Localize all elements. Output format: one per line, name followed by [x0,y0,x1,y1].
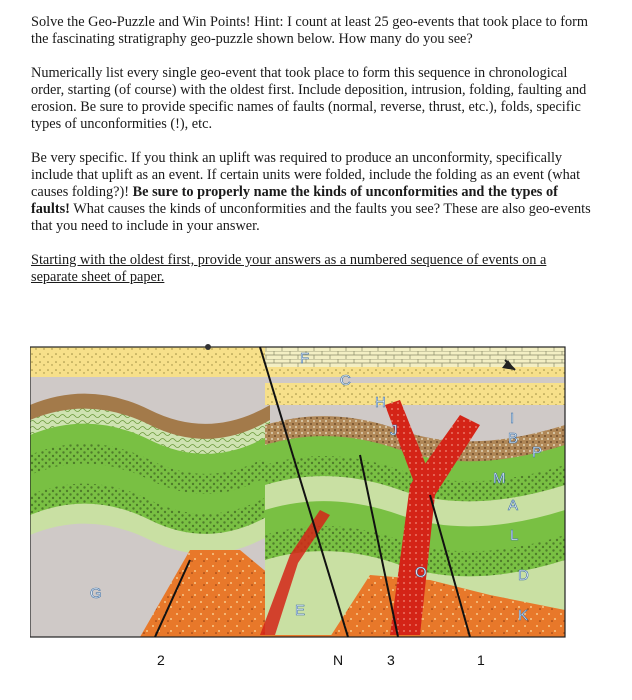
label-k: K [518,607,529,624]
label-a: A [508,497,519,514]
intro-paragraph: Solve the Geo-Puzzle and Win Points! Hint: I count at least 25 geo-events that took place to form the fascinating stratigraphy geo-puzzle shown below. How many do you see? [31,14,589,47]
label-o: O [415,564,427,581]
stratigraphy-diagram [30,335,575,675]
label-d: D [518,567,529,584]
specifics-text-end: What causes the kinds of unconformities and the faults you see? These are also geo-events that you need to include in your answer. [31,201,591,234]
label-p: P [532,444,543,461]
specifics-bold: Be sure to properly name the kinds of unconformities and the types of faults! [31,184,558,217]
label-fault-1: 1 [477,652,485,668]
instructions-paragraph: Numerically list every single geo-event that took place to form this sequence in chronological order, starting (of course) with the oldest first. Include deposition, intrusion, folding, faulting and erosion. Be sure to provide specific names of faults (normal, reverse, thrust, etc.), folds, specific types of unconformities (!), etc. [31,65,587,132]
label-f: F [300,350,310,367]
label-j: J [390,422,398,439]
label-h: H [375,394,386,411]
label-l: L [510,527,519,544]
tree-icon [205,344,211,350]
document-body [31,14,591,303]
label-fault-3: 3 [387,652,395,668]
label-e: E [295,602,306,619]
specifics-paragraph [31,150,591,235]
specifics-text: Be very specific. If you think an uplift was required to produce an unconformity, specifically include that uplift as an event. If certain units were folded, include the folding as an event (what causes folding?)! [31,150,581,200]
label-m: M [493,470,506,487]
label-b: B [508,430,519,447]
stratigraphy-figure [30,335,575,675]
label-c: C [340,372,351,389]
answer-instructions-text: Starting with the oldest first, provide your answers as a numbered sequence of events on a separate sheet of paper. [31,252,547,285]
label-fault-n: N [333,652,344,668]
answer-instructions [31,252,591,286]
label-i: I [510,410,515,427]
sandstone-h [265,383,565,405]
brick-layer-f [265,347,565,367]
label-fault-2: 2 [157,652,165,668]
label-g: G [90,585,102,602]
